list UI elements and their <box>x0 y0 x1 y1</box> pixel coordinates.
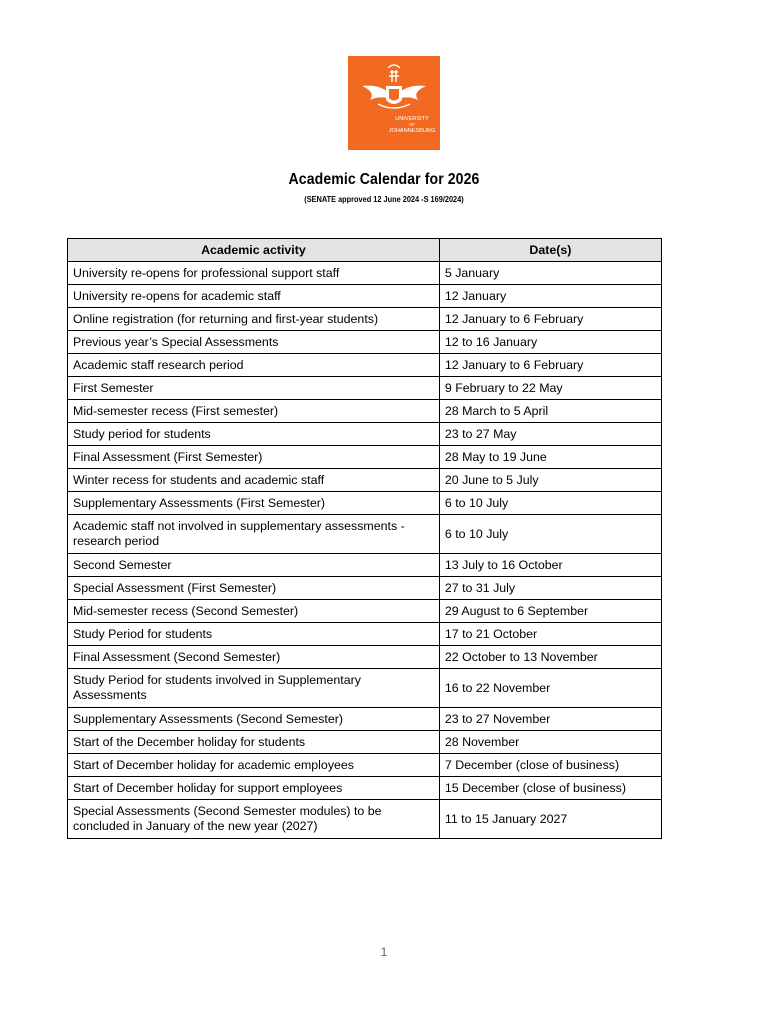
dates-cell: 23 to 27 May <box>439 423 661 446</box>
dates-cell: 12 January to 6 February <box>439 308 661 331</box>
page-subtitle: (SENATE approved 12 June 2024 -S 169/2024) <box>304 195 464 204</box>
table-row <box>68 754 662 777</box>
logo-text-line2: OF <box>409 122 415 127</box>
dates-cell: 12 January to 6 February <box>439 354 661 377</box>
dates-cell: 12 to 16 January <box>439 331 661 354</box>
logo-text-line3: JOHANNESBURG <box>388 128 436 134</box>
activity-cell: Study Period for students <box>68 623 440 646</box>
dates-cell: 16 to 22 November <box>439 669 661 708</box>
dates-cell: 9 February to 22 May <box>439 377 661 400</box>
dates-cell: 5 January <box>439 262 661 285</box>
activity-cell: Special Assessments (Second Semester modules) to be concluded in January of the new year (2027) <box>68 800 440 839</box>
dates-cell: 17 to 21 October <box>439 623 661 646</box>
activity-cell: Mid-semester recess (Second Semester) <box>68 600 440 623</box>
calendar-table <box>67 238 662 839</box>
activity-cell: Online registration (for returning and first-year students) <box>68 308 440 331</box>
crest-icon <box>348 56 440 150</box>
activity-cell: Final Assessment (First Semester) <box>68 446 440 469</box>
university-logo <box>348 56 440 150</box>
table-row <box>68 285 662 308</box>
table-row <box>68 469 662 492</box>
table-row <box>68 731 662 754</box>
page-number: 1 <box>380 945 388 959</box>
dates-cell: 6 to 10 July <box>439 515 661 554</box>
activity-cell: Second Semester <box>68 554 440 577</box>
table-row <box>68 377 662 400</box>
activity-cell: Winter recess for students and academic staff <box>68 469 440 492</box>
table-row <box>68 446 662 469</box>
table-row <box>68 800 662 839</box>
table-row <box>68 646 662 669</box>
page-title: Academic Calendar for 2026 <box>288 171 480 188</box>
activity-cell: Final Assessment (Second Semester) <box>68 646 440 669</box>
table-row <box>68 777 662 800</box>
activity-cell: Supplementary Assessments (Second Semester) <box>68 708 440 731</box>
dates-cell: 28 November <box>439 731 661 754</box>
dates-cell: 7 December (close of business) <box>439 754 661 777</box>
table-row <box>68 515 662 554</box>
activity-cell: First Semester <box>68 377 440 400</box>
activity-cell: Supplementary Assessments (First Semester) <box>68 492 440 515</box>
activity-cell: Start of the December holiday for students <box>68 731 440 754</box>
activity-cell: Study period for students <box>68 423 440 446</box>
activity-cell: Academic staff research period <box>68 354 440 377</box>
activity-cell: Previous year’s Special Assessments <box>68 331 440 354</box>
dates-cell: 29 August to 6 September <box>439 600 661 623</box>
dates-cell: 20 June to 5 July <box>439 469 661 492</box>
column-header-dates: Date(s) <box>439 239 661 262</box>
activity-cell: University re-opens for professional support staff <box>68 262 440 285</box>
dates-cell: 28 March to 5 April <box>439 400 661 423</box>
table-row <box>68 600 662 623</box>
dates-cell: 6 to 10 July <box>439 492 661 515</box>
table-row <box>68 492 662 515</box>
table-row <box>68 708 662 731</box>
activity-cell: Study Period for students involved in Supplementary Assessments <box>68 669 440 708</box>
dates-cell: 12 January <box>439 285 661 308</box>
activity-cell: Start of December holiday for academic employees <box>68 754 440 777</box>
table-row <box>68 354 662 377</box>
table-row <box>68 623 662 646</box>
dates-cell: 15 December (close of business) <box>439 777 661 800</box>
table-row <box>68 308 662 331</box>
dates-cell: 22 October to 13 November <box>439 646 661 669</box>
table-row <box>68 554 662 577</box>
table-row <box>68 577 662 600</box>
activity-cell: University re-opens for academic staff <box>68 285 440 308</box>
column-header-activity: Academic activity <box>68 239 440 262</box>
activity-cell: Academic staff not involved in supplementary assessments - research period <box>68 515 440 554</box>
table-row <box>68 400 662 423</box>
logo-text-line1: UNIVERSITY <box>395 116 429 122</box>
activity-cell: Start of December holiday for support employees <box>68 777 440 800</box>
activity-cell: Special Assessment (First Semester) <box>68 577 440 600</box>
dates-cell: 28 May to 19 June <box>439 446 661 469</box>
table-row <box>68 262 662 285</box>
dates-cell: 11 to 15 January 2027 <box>439 800 661 839</box>
table-row <box>68 669 662 708</box>
table-row <box>68 331 662 354</box>
dates-cell: 13 July to 16 October <box>439 554 661 577</box>
activity-cell: Mid-semester recess (First semester) <box>68 400 440 423</box>
dates-cell: 27 to 31 July <box>439 577 661 600</box>
table-row <box>68 423 662 446</box>
table-header-row <box>68 239 662 262</box>
dates-cell: 23 to 27 November <box>439 708 661 731</box>
